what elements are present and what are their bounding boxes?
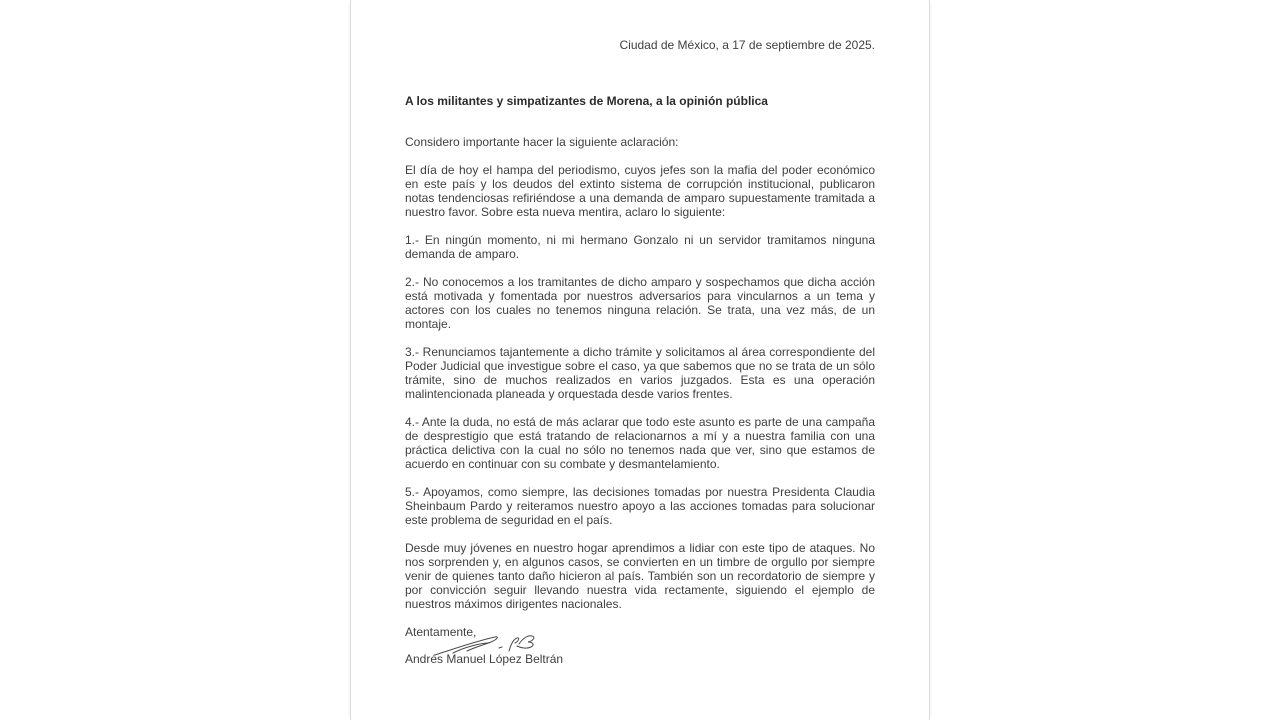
closing-salutation: Atentamente, xyxy=(405,625,477,639)
paragraph-point-5: 5.- Apoyamos, como siempre, las decisiones tomadas por nuestra Presidenta Claudia Sheinbaum Pardo y reiteramos nuestro apoyo a las acciones tomadas para solucionar este problema de seguridad en el país. xyxy=(405,485,875,527)
date-line: Ciudad de México, a 17 de septiembre de 2025. xyxy=(619,38,875,52)
intro-line: Considero importante hacer la siguiente aclaración: xyxy=(405,135,679,149)
signatory-name: Andrés Manuel López Beltrán xyxy=(405,652,564,666)
paragraph-point-4: 4.- Ante la duda, no está de más aclarar que todo este asunto es parte de una campaña de desprestigio que está tratando de relacionarnos a mí y a nuestra familia con una práctica delictiva con la cual no sólo no tenemos nada que ver, sino que estamos de acuerdo en continuar con su combate y desmantelamiento. xyxy=(405,415,875,471)
paragraph-point-3: 3.- Renunciamos tajantemente a dicho trámite y solicitamos al área correspondiente del Poder Judicial que investigue sobre el caso, ya que sabemos que no se trata de un sólo trámite, sino de muchos realizados en varios juzgados. Esta es una operación malintencionada planeada y orquestada desde varios frentes. xyxy=(405,345,875,401)
paragraph-point-2: 2.- No conocemos a los tramitantes de dicho amparo y sospechamos que dicha acción está motivada y fomentada por nuestros adversarios para vincularnos a un tema y actores con los cuales no tenemos ninguna relación. Se trata, una vez más, de un montaje. xyxy=(405,275,875,331)
letter-heading: A los militantes y simpatizantes de Morena, a la opinión pública xyxy=(405,94,768,108)
paragraph-point-1: 1.- En ningún momento, ni mi hermano Gonzalo ni un servidor tramitamos ninguna demanda de amparo. xyxy=(405,233,875,261)
paragraph-opening: El día de hoy el hampa del periodismo, cuyos jefes son la mafia del poder económico en este país y los deudos del extinto sistema de corrupción institucional, publicaron notas tendenciosas refiriéndose a una demanda de amparo supuestamente tramitada a nuestro favor. Sobre esta nueva mentira, aclaro lo siguiente: xyxy=(405,163,875,219)
paragraph-closing-remarks: Desde muy jóvenes en nuestro hogar aprendimos a lidiar con este tipo de ataques. No nos sorprenden y, en algunos casos, se convierten en un timbre de orgullo por siempre venir de quienes tanto daño hicieron al país. También son un recordatorio de siempre y por convicción seguir llevando nuestra vida rectamente, siguiendo el ejemplo de nuestros máximos dirigentes nacionales. xyxy=(405,541,875,611)
closing-block xyxy=(405,625,875,666)
letter-page xyxy=(350,0,930,720)
